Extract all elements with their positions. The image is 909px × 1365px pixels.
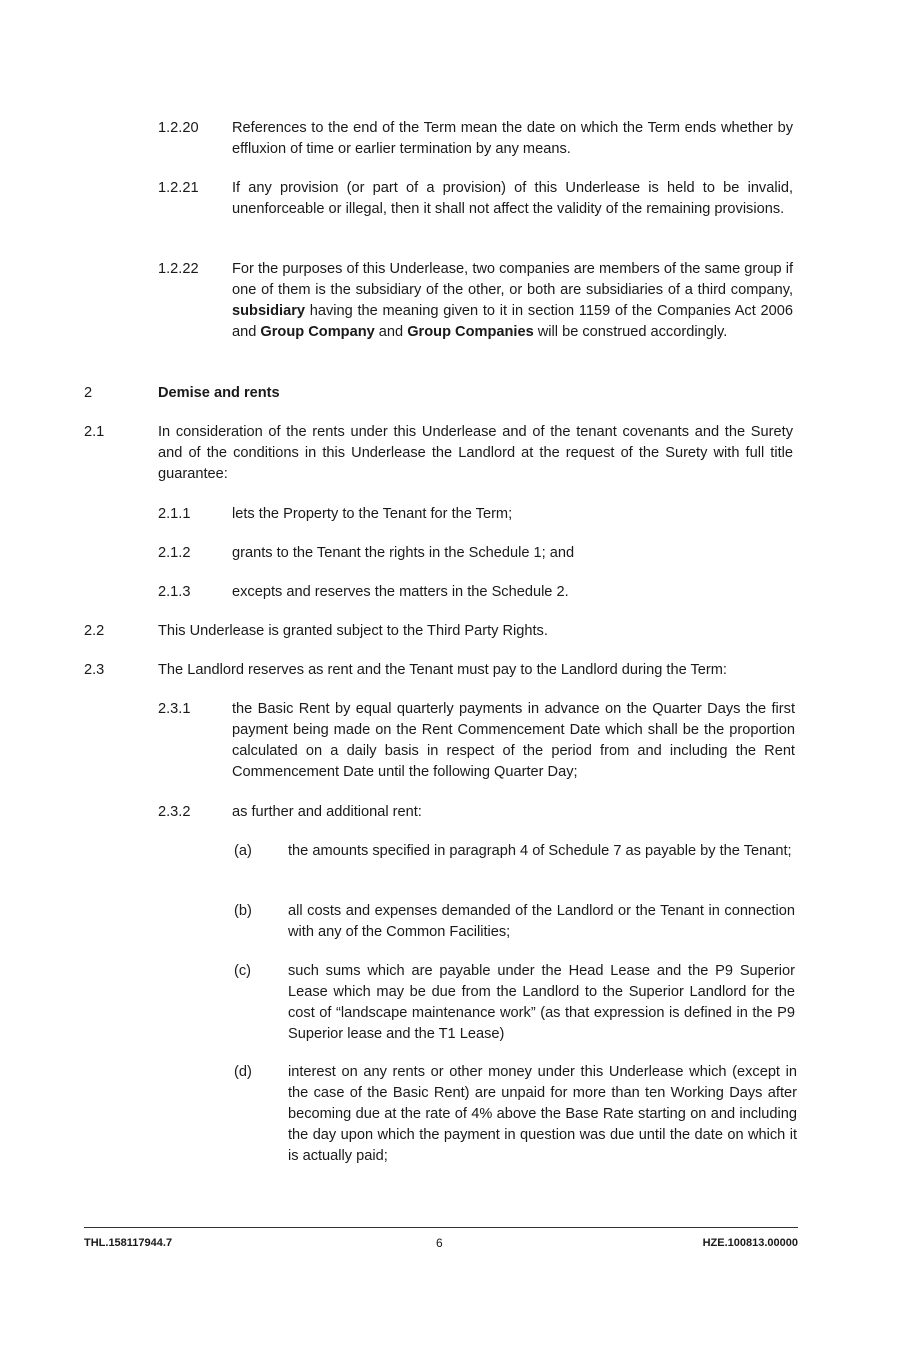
footer-right-reference: HZE.100813.00000 (702, 1237, 798, 1249)
clause-number: 1.2.22 (158, 261, 199, 277)
defined-term: Group Companies (407, 324, 534, 340)
clause-number: 1.2.20 (158, 120, 199, 136)
paragraph-number: (a) (234, 843, 252, 859)
text-segment: For the purposes of this Underlease, two companies are members of the same group if one of them is the subsidiary of the other, or both are subsidiaries of a third company, (232, 261, 793, 298)
clause-text: References to the end of the Term mean the date on which the Term ends whether by effluxion of time or earlier termination by any means. (232, 120, 793, 157)
clause-text-group-definition (232, 259, 793, 343)
paragraph-text: all costs and expenses demanded of the Landlord or the Tenant in connection with any of the Common Facilities; (288, 903, 795, 940)
clause-number: 2.2 (84, 623, 105, 639)
clause-text: The Landlord reserves as rent and the Tenant must pay to the Landlord during the Term: (158, 662, 727, 678)
clause-text: This Underlease is granted subject to the Third Party Rights. (158, 623, 548, 639)
paragraph-text: the amounts specified in paragraph 4 of Schedule 7 as payable by the Tenant; (288, 843, 792, 859)
clause-text: the Basic Rent by equal quarterly payments in advance on the Quarter Days the first payment being made on the Rent Commencement Date which shall be the proportion calculated on a daily basis in respect of the period from and including the Rent Commencement Date until the following Quarter Day; (232, 701, 795, 780)
text-segment: will be construed accordingly. (533, 324, 728, 340)
defined-term: Group Company (260, 324, 375, 340)
clause-number: 2.3 (84, 662, 105, 678)
text-segment: and (374, 324, 408, 340)
paragraph-number: (b) (234, 903, 252, 919)
section-number: 2 (84, 385, 93, 401)
section-heading: Demise and rents (158, 385, 280, 401)
paragraph-text: such sums which are payable under the Head Lease and the P9 Superior Lease which may be due from the Landlord to the Superior Landlord for the cost of “landscape maintenance work” (as that expression is defined in the P9 Superior lease and the T1 Lease) (288, 963, 795, 1042)
clause-number: 2.1.3 (158, 584, 191, 600)
clause-text: If any provision (or part of a provision) of this Underlease is held to be invalid, unenforceable or illegal, then it shall not affect the validity of the remaining provisions. (232, 180, 793, 217)
paragraph-number: (d) (234, 1064, 252, 1080)
text-segment: having the meaning given to it in section 1159 of the Companies Act 2006 and (232, 303, 793, 340)
clause-text: grants to the Tenant the rights in the Schedule 1; and (232, 545, 575, 561)
clause-number: 2.3.2 (158, 804, 191, 820)
clause-number: 2.1.1 (158, 506, 191, 522)
clause-number: 1.2.21 (158, 180, 199, 196)
clause-text: excepts and reserves the matters in the Schedule 2. (232, 584, 569, 600)
clause-text: In consideration of the rents under this Underlease and of the tenant covenants and the Surety and of the conditions in this Underlease the Landlord at the request of the Surety with full title guarantee: (158, 424, 793, 482)
footer-rule (84, 1227, 798, 1228)
clause-number: 2.1 (84, 424, 105, 440)
paragraph-text: interest on any rents or other money under this Underlease which (except in the case of the Basic Rent) are unpaid for more than ten Working Days after becoming due at the rate of 4% above the Base Rate starting on and including the day upon which the payment in question was due until the date on which it is actually paid; (288, 1064, 797, 1164)
paragraph-number: (c) (234, 963, 252, 979)
clause-number: 2.3.1 (158, 701, 191, 717)
clause-text: lets the Property to the Tenant for the Term; (232, 506, 513, 522)
defined-term: subsidiary (232, 303, 305, 319)
page-number: 6 (436, 1236, 443, 1250)
clause-number: 2.1.2 (158, 545, 191, 561)
footer-left-reference: THL.158117944.7 (84, 1237, 173, 1249)
clause-text: as further and additional rent: (232, 804, 422, 820)
